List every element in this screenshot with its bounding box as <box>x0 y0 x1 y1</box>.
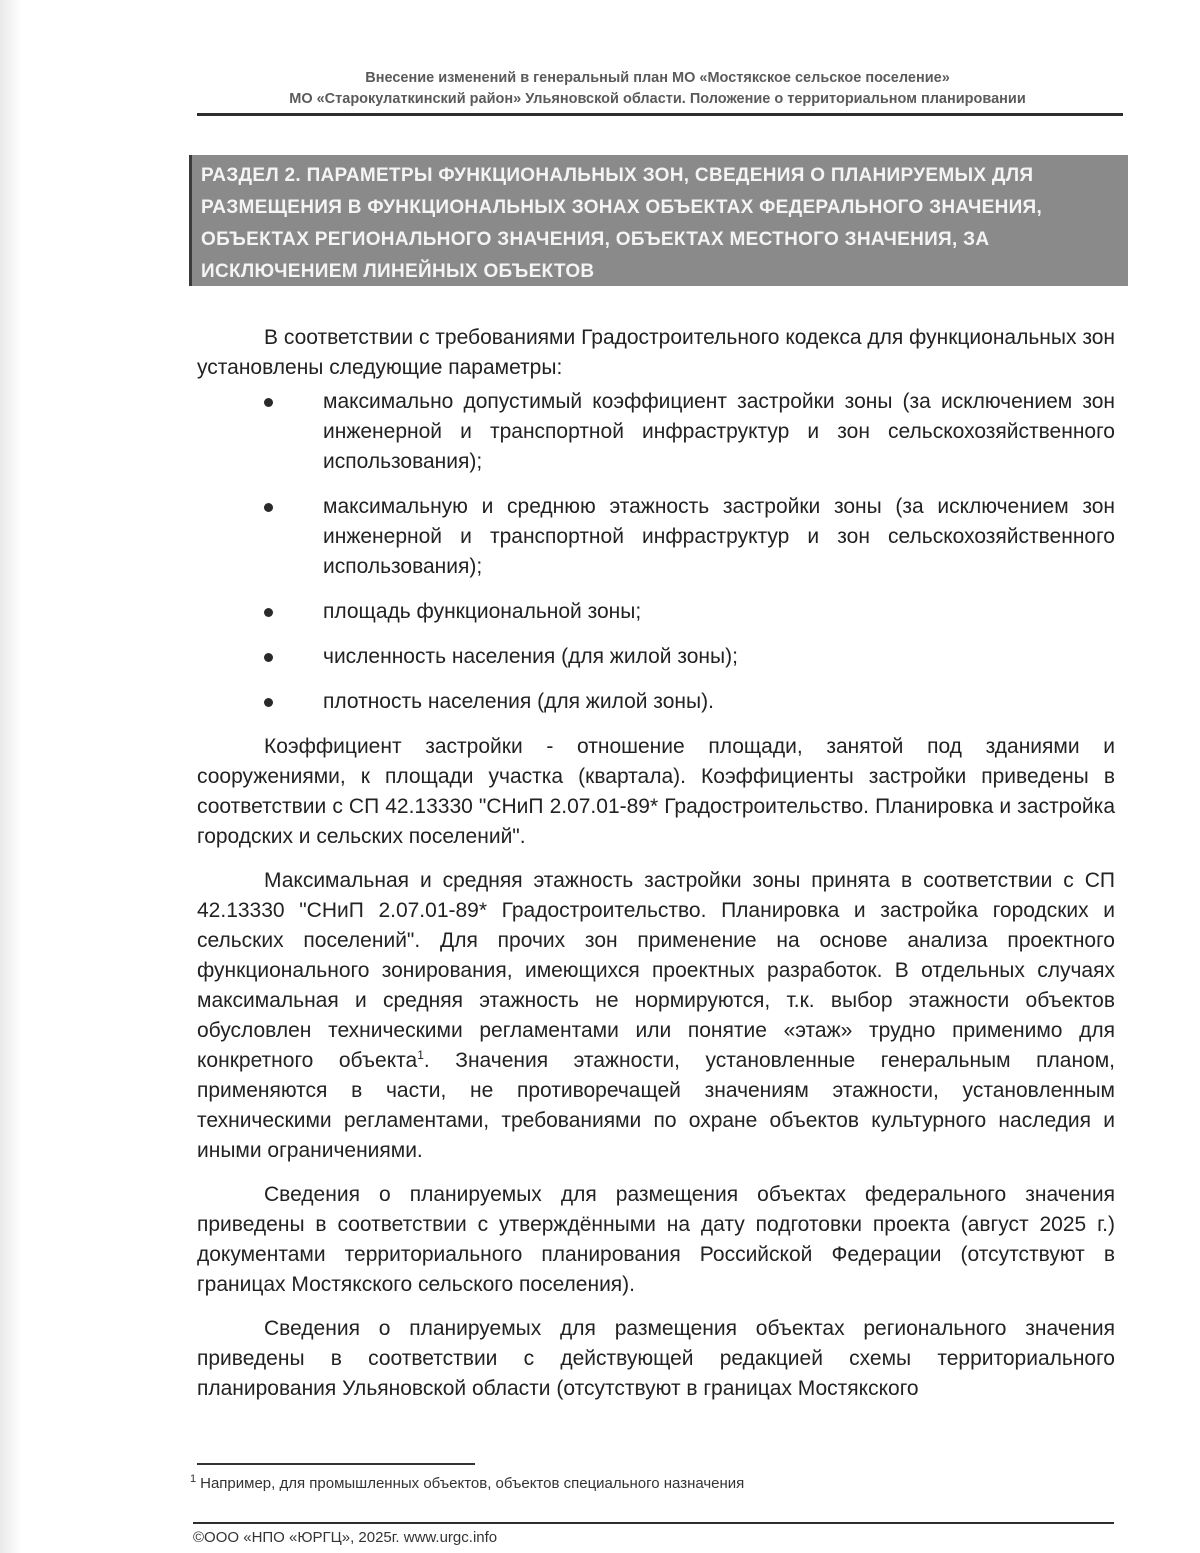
paragraph-storeys-part-1: Максимальная и средняя этажность застройки зоны принята в соответствии с СП 42.13330 "СНиП 2.07.01-89* Градостроительство. Планировка и застройка городских и сельских поселений". Для прочих зон применение на основе анализа проектного функционального зонирования, имеющихся проектных разработок. В отдельных случаях максимальная и средняя этажность не нормируются, т.к. выбор этажности объектов обусловлен техническими регламентами или понятие «этаж» трудно применимо для конкретного объекта <box>197 869 1115 1072</box>
document-body <box>197 323 1115 1418</box>
footer-divider <box>193 1522 1114 1524</box>
bullet-icon <box>264 608 273 617</box>
list-item-text: максимальную и среднюю этажность застройки зоны (за исключением зон инженерной и транспортной инфраструктур и зон сельскохозяйственного использования); <box>323 495 1115 578</box>
section-heading-accent <box>189 155 192 286</box>
paragraph-regional-objects: Сведения о планируемых для размещения объектах регионального значения приведены в соответствии с действующей редакцией схемы территориального планирования Ульяновской области (отсутствуют в границах Мостякского <box>197 1317 1115 1400</box>
header-line-2: МО «Старокулаткинский район» Ульяновской области. Положение о территориальном планировании <box>289 91 1026 107</box>
header-divider <box>197 113 1123 116</box>
list-item-text: численность населения (для жилой зоны); <box>323 645 738 668</box>
paragraph-building-coefficient: Коэффициент застройки - отношение площади, занятой под зданиями и сооружениями, к площади участка (квартала). Коэффициенты застройки приведены в соответствии с СП 42.13330 "СНиП 2.07.01-89* Градостроительство. Планировка и застройка городских и сельских поселений". <box>197 735 1115 848</box>
footnote-reference[interactable]: 1 <box>417 1048 424 1062</box>
scan-left-edge <box>0 0 22 1553</box>
list-item-text: площадь функциональной зоны; <box>323 600 642 623</box>
intro-paragraph: В соответствии с требованиями Градостроительного кодекса для функциональных зон установлены следующие параметры: <box>197 326 1115 379</box>
footnote <box>190 1474 744 1494</box>
page-footer: ©ООО «НПО «ЮРГЦ», 2025г. www.urgc.info <box>193 1529 498 1546</box>
list-item-text: плотность населения (для жилой зоны). <box>323 690 714 713</box>
parameters-list <box>197 387 1115 717</box>
footnote-number: 1 <box>190 1473 197 1485</box>
list-item <box>197 597 1115 627</box>
document-header <box>195 68 1120 110</box>
footnote-divider <box>197 1463 475 1465</box>
list-item-text: максимально допустимый коэффициент застройки зоны (за исключением зон инженерной и транспортной инфраструктур и зон сельскохозяйственного использования); <box>323 390 1115 473</box>
bullet-icon <box>264 398 273 407</box>
section-heading-box <box>189 155 1128 286</box>
header-line-1: Внесение изменений в генеральный план МО «Мостякское сельское поселение» <box>365 70 950 86</box>
paragraph-storeys-part-2: . Значения этажности, установленные генеральным планом, применяются в части, не противоречащей значениям этажности, установленным техническими регламентами, требованиями по охране объектов культурного наследия и иными ограничениями. <box>197 1049 1115 1162</box>
paragraph-storeys <box>197 866 1115 1166</box>
list-item <box>197 642 1115 672</box>
paragraph-federal-objects: Сведения о планируемых для размещения объектах федерального значения приведены в соответствии с утверждёнными на дату подготовки проекта (август 2025 г.) документами территориального планирования Российской Федерации (отсутствуют в границах Мостякского сельского поселения). <box>197 1183 1115 1296</box>
list-item <box>197 687 1115 717</box>
list-item <box>197 387 1115 477</box>
footnote-text: Например, для промышленных объектов, объектов специального назначения <box>200 1475 745 1492</box>
section-title: РАЗДЕЛ 2. ПАРАМЕТРЫ ФУНКЦИОНАЛЬНЫХ ЗОН, СВЕДЕНИЯ О ПЛАНИРУЕМЫХ ДЛЯ РАЗМЕЩЕНИЯ В ФУНКЦИОНАЛЬНЫХ ЗОНАХ ОБЪЕКТАХ ФЕДЕРАЛЬНОГО ЗНАЧЕНИЯ, ОБЪЕКТАХ РЕГИОНАЛЬНОГО ЗНАЧЕНИЯ, ОБЪЕКТАХ МЕСТНОГО ЗНАЧЕНИЯ, ЗА ИСКЛЮЧЕНИЕМ ЛИНЕЙНЫХ ОБЪЕКТОВ <box>201 165 1043 282</box>
bullet-icon <box>264 503 273 512</box>
list-item <box>197 492 1115 582</box>
bullet-icon <box>264 653 273 662</box>
bullet-icon <box>264 698 273 707</box>
